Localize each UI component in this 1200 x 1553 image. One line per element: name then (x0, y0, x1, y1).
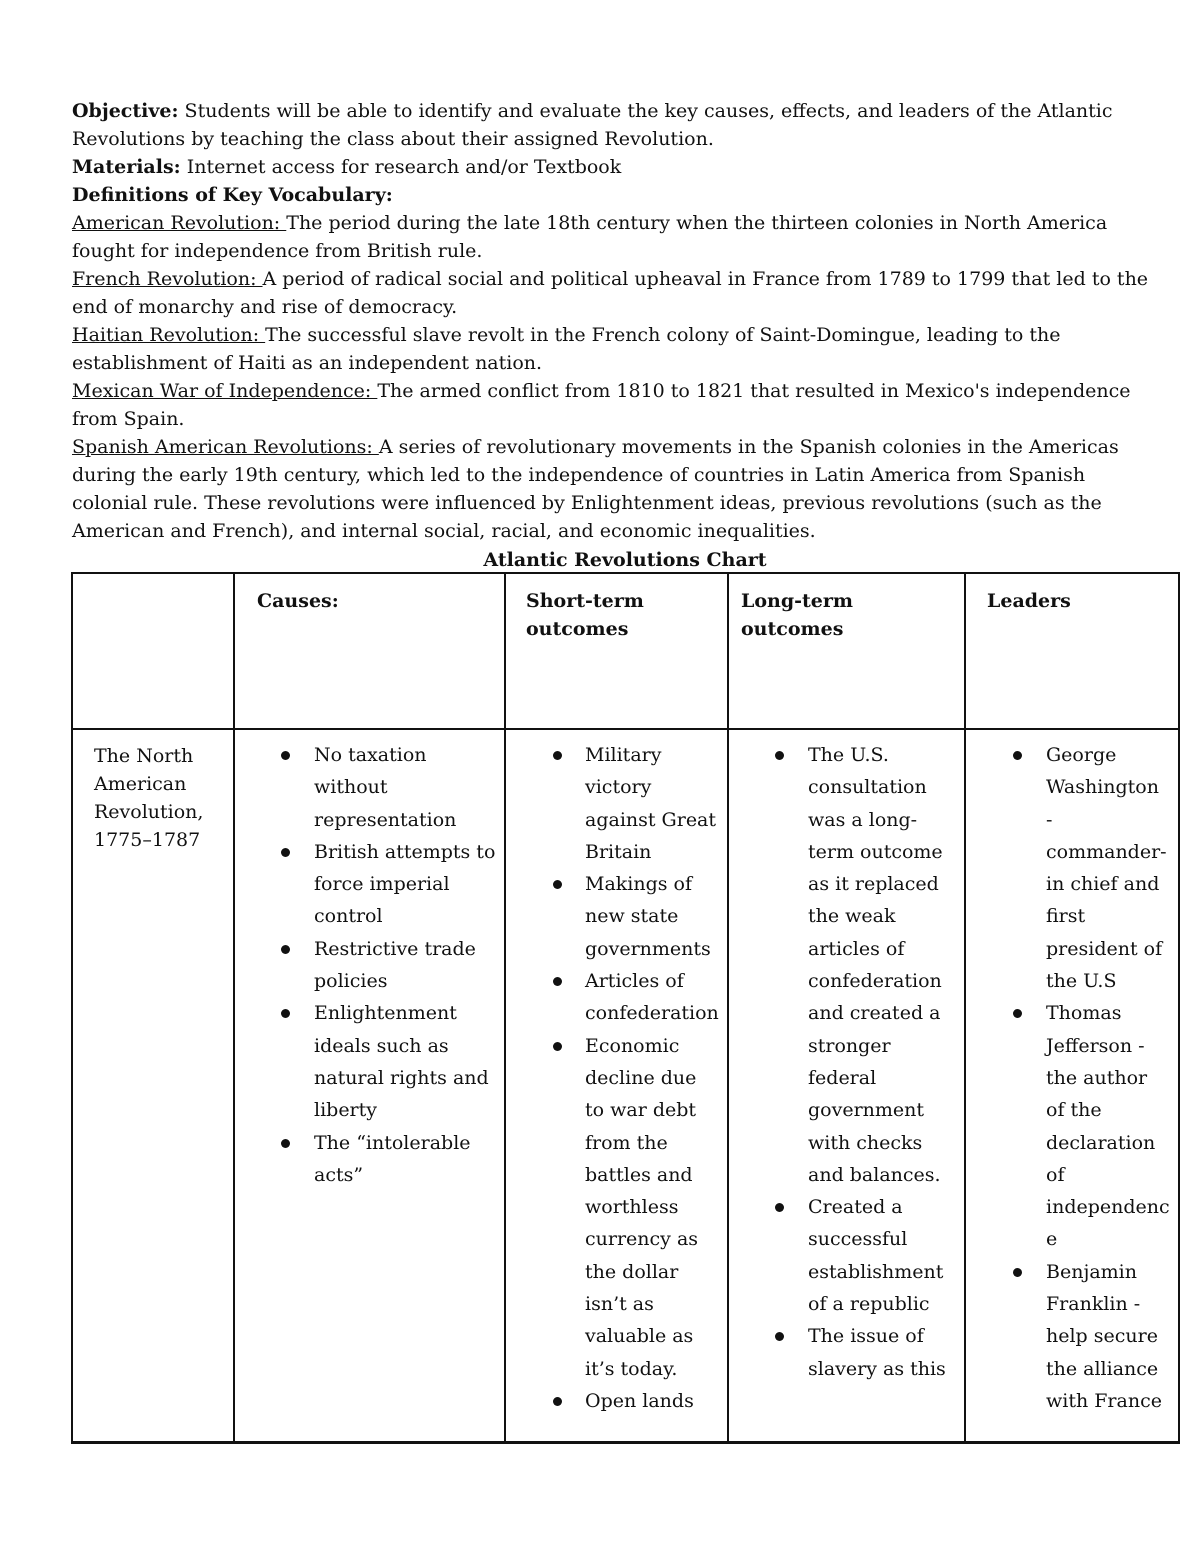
definition-french (72, 265, 1162, 321)
header-long-term-outcomes: Long-term outcomes (728, 573, 965, 729)
intro-section (72, 97, 1162, 545)
row-label-revolution: The North American Revolution, 1775–1787 (72, 729, 234, 1443)
definition-term: American Revolution: (72, 212, 287, 234)
definition-mexican (72, 377, 1162, 433)
definition-text: The armed conflict from 1810 to 1821 that resulted in Mexico's independence from Spain. (72, 380, 1131, 430)
definition-term: Haitian Revolution: (72, 324, 266, 346)
definition-text: The period during the late 18th century when the thirteen colonies in North America fought for independence from British rule. (72, 212, 1108, 262)
list-item: Economic decline due to war debt from the battles and worthless currency as the dollar isn’t as valuable as it’s today. (506, 1030, 719, 1385)
chart-header-row (72, 573, 1179, 729)
list-item: Enlightenment ideals such as natural rights and liberty (235, 997, 496, 1126)
definitions-heading: Definitions of Key Vocabulary: (72, 184, 393, 206)
definition-american (72, 209, 1162, 265)
short-term-list (506, 730, 727, 1417)
list-item: George Washington - commander-in chief and first president of the U.S (966, 739, 1170, 997)
header-causes: Causes: (234, 573, 505, 729)
header-short-term-outcomes: Short-term outcomes (505, 573, 728, 729)
cell-long-term-outcomes (728, 729, 965, 1443)
long-term-list (729, 730, 964, 1385)
list-item: The “intolerable acts” (235, 1127, 496, 1192)
header-blank-cell (72, 573, 234, 729)
definition-text: The successful slave revolt in the French colony of Saint-Domingue, leading to the establishment of Haiti as an independent nation. (72, 324, 1061, 374)
list-item: Articles of confederation (506, 965, 719, 1030)
definition-text: A series of revolutionary movements in the Spanish colonies in the Americas during the early 19th century, which led to the independence of countries in Latin America from Spanish colonial rule. These revolutions were influenced by Enlightenment ideas, previous revolutions (such as the American and French), and internal social, racial, and economic inequalities. (72, 436, 1119, 542)
objective-text: Students will be able to identify and evaluate the key causes, effects, and leaders of the Atlantic Revolutions by teaching the class about their assigned Revolution. (72, 100, 1113, 150)
list-item: British attempts to force imperial control (235, 836, 496, 933)
materials-text: Internet access for research and/or Textbook (180, 156, 622, 178)
causes-list (235, 730, 504, 1191)
list-item: Open lands (506, 1385, 719, 1417)
list-item: The issue of slavery as this (729, 1320, 956, 1385)
definition-term: Mexican War of Independence: (72, 380, 378, 402)
leaders-list (966, 730, 1178, 1417)
cell-causes (234, 729, 505, 1443)
list-item: Military victory against Great Britain (506, 739, 719, 868)
list-item: Thomas Jefferson - the author of the declaration of independence (966, 997, 1170, 1255)
definition-text: A period of radical social and political upheaval in France from 1789 to 1799 that led to the end of monarchy and rise of democracy. (72, 268, 1149, 318)
definition-term: French Revolution: (72, 268, 263, 290)
cell-short-term-outcomes (505, 729, 728, 1443)
objective-label: Objective: (72, 100, 179, 122)
materials-paragraph (72, 153, 1162, 181)
cell-leaders (965, 729, 1179, 1443)
objective-paragraph (72, 97, 1162, 153)
definition-haitian (72, 321, 1162, 377)
list-item: Makings of new state governments (506, 868, 719, 965)
list-item: No taxation without representation (235, 739, 496, 836)
list-item: Restrictive trade policies (235, 933, 496, 998)
revolutions-chart-table (71, 572, 1180, 1444)
list-item: Created a successful establishment of a republic (729, 1191, 956, 1320)
chart-title: Atlantic Revolutions Chart (483, 549, 767, 571)
document-page (72, 97, 1162, 545)
table-row (72, 729, 1179, 1443)
list-item: The U.S. consultation was a long-term outcome as it replaced the weak articles of confederation and created a stronger federal government with checks and balances. (729, 739, 956, 1191)
list-item: Benjamin Franklin - help secure the alliance with France (966, 1256, 1170, 1417)
materials-label: Materials: (72, 156, 181, 178)
definition-term: Spanish American Revolutions: (72, 436, 379, 458)
header-leaders: Leaders (965, 573, 1179, 729)
definition-spanish-american (72, 433, 1162, 545)
